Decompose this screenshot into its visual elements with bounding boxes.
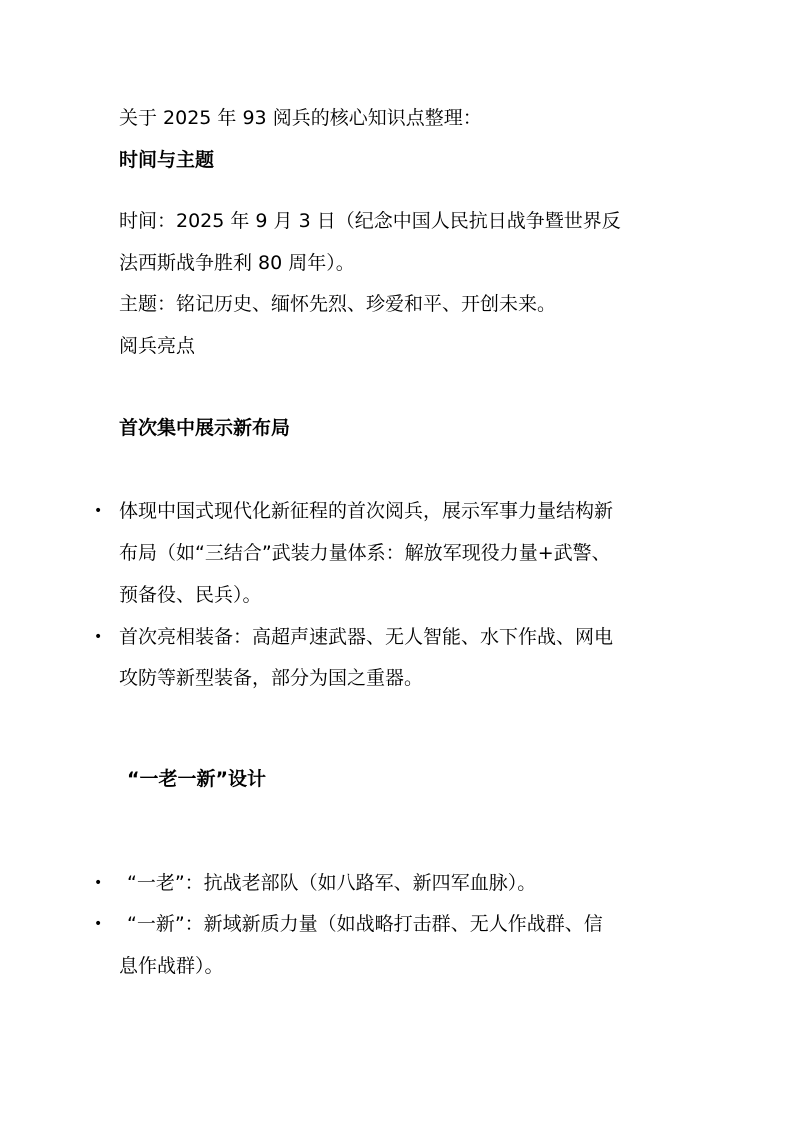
bullet-icon: • <box>94 503 103 519</box>
section-heading-time-theme: 时间与主题 <box>119 149 215 171</box>
highlights-label: 阅兵亮点 <box>119 335 196 357</box>
list-item-line: 布局（如“三结合”武装力量体系：解放军现役力量+武警、 <box>119 542 611 564</box>
list-item-line: “一老”：抗战老部队（如八路军、新四军血脉）。 <box>127 872 537 894</box>
list-item-line: 攻防等新型装备，部分为国之重器。 <box>119 667 424 689</box>
bullet-icon: • <box>94 629 103 645</box>
list-item-line: 预备役、民兵）。 <box>119 584 262 606</box>
intro-text: 关于 2025 年 93 阅兵的核心知识点整理： <box>119 107 482 129</box>
bullet-icon: • <box>94 916 103 932</box>
list-item-line: 息作战群）。 <box>119 955 224 977</box>
list-item-line: 首次亮相装备：高超声速武器、无人智能、水下作战、网电 <box>119 626 614 648</box>
section-heading-old-new: “一老一新”设计 <box>127 768 266 790</box>
time-text-line-2: 法西斯战争胜利 80 周年）。 <box>119 252 355 274</box>
bullet-icon: • <box>94 875 103 891</box>
section-heading-new-layout: 首次集中展示新布局 <box>119 417 291 439</box>
theme-text: 主题：铭记历史、缅怀先烈、珍爱和平、开创未来。 <box>119 293 557 315</box>
list-item-line: “一新”：新域新质力量（如战略打击群、无人作战群、信 <box>127 913 603 935</box>
time-text-line-1: 时间：2025 年 9 月 3 日（纪念中国人民抗日战争暨世界反 <box>119 210 621 232</box>
list-item-line: 体现中国式现代化新征程的首次阅兵，展示军事力量结构新 <box>119 500 614 522</box>
